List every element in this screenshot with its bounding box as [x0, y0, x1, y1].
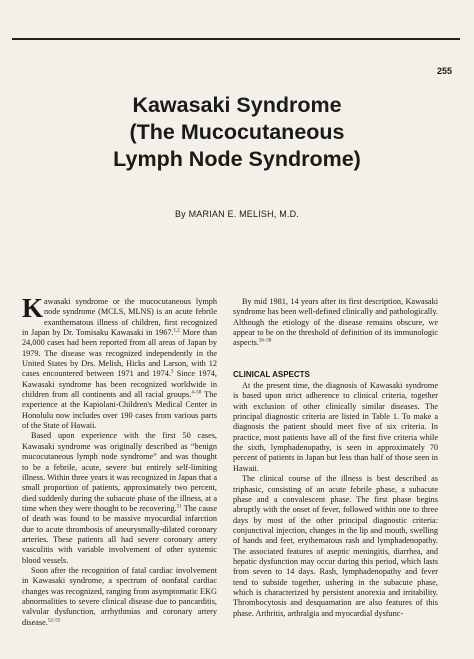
- paragraph-text: By mid 1981, 14 years after its first description, Kawasaki syndrome has been well-defined clinically and pathologically. Although the etiology of the disease remains obscure, we appear to be on the threshold of definition of its immunologic aspects.: [233, 297, 438, 348]
- paragraph-intro: [22, 293, 218, 431]
- paragraph-cardiac: [22, 566, 217, 628]
- drop-cap: K: [22, 293, 44, 323]
- paragraph-status: [233, 297, 438, 349]
- title-line-2: (The Mucocutaneous: [129, 120, 345, 144]
- left-column: [22, 293, 218, 628]
- paragraph-text: The experience at the Kapiolani-Children's Medical Center in Honolulu now includes over 190 cases from various parts of the State of Hawaii.: [22, 390, 218, 431]
- citation: 3: [170, 369, 174, 375]
- paragraph-diagnosis: At the present time, the diagnosis of Kawasaki syndrome is based upon strict adherence to clinical criteria, together with exclusion of other clinically similar diseases. The principal diagnostic criteria are listed in Table 1. To make a diagnosis the patient should meet five of six criteria. In practice, most patients have all of the first five criteria while the sixth, lymphadenopathy, is seen in approximately 70 percent of patients in Japan but less than half of those seen in Hawaii.: [233, 381, 438, 473]
- citation: 51: [176, 504, 182, 510]
- author-byline: By MARIAN E. MELISH, M.D.: [174, 209, 300, 219]
- right-column: [233, 297, 438, 619]
- title-line-1: Kawasaki Syndrome: [132, 93, 342, 117]
- paragraph-text: Soon after the recognition of fatal cardiac involvement in Kawasaki syndrome, a spectrum of nonfatal cardiac changes was recognized, ranging from asymptomatic EKG abnormalities to severe clinical disease due to pancarditis, valvular dysfunction, arrhythmias and coronary artery disease.: [22, 565, 217, 627]
- citation: 4–50: [191, 390, 202, 396]
- paragraph-text: Based upon experience with the first 50 cases, Kawasaki syndrome was originally described as “benign mucocutaneous lymph node syndrome” and was thought to be a febrile, acute, severe but entirely self-limiting illness. Within three years it was recognized in Japan that a small proportion of patients, approximately two percent, died suddenly during the subacute phase of the illness, at a time when they were thought to be recovering.: [22, 431, 217, 513]
- paragraph-history: [22, 431, 217, 565]
- paragraph-text: More than 24,000 cases had been reported from all areas of Japan by 1979. The disease was recognized independently in the United States by Drs. Melish, Hicks and Larson, with 12 cases encountered between 1971 and 1974.: [22, 328, 217, 379]
- paragraph-text: Since 1974, Kawasaki syndrome has been recognized worldwide in children from all continents and all racial groups.: [22, 369, 217, 400]
- page-number: 255: [436, 66, 452, 76]
- top-rule: [12, 38, 460, 40]
- title-line-3: Lymph Node Syndrome): [113, 147, 361, 171]
- citation: 56–58: [258, 338, 272, 344]
- section-heading: CLINICAL ASPECTS: [233, 369, 310, 379]
- paragraph-text: awasaki syndrome or the mucocutaneous lymph node syndrome (MCLS, MLNS) is an acute febrile exanthematous illness of children, first recognized in Japan by Dr. Tomisaku Kawasaki in 1967.: [22, 297, 217, 338]
- citation: 52–55: [47, 617, 61, 623]
- paragraph-text: The cause of death was found to be massive myocardial infarction due to acute thrombosis of aneurysmally-dilated coronary arteries. These patients all had severe coronary artery vasculitis with variable involvement of other systemic blood vessels.: [22, 503, 217, 565]
- article-title: [40, 92, 434, 173]
- citation: 1,2: [173, 328, 180, 334]
- paragraph-clinical-course: The clinical course of the illness is best described as triphasic, consisting of an acute febrile phase, a subacute phase and a convalescent phase. The first phase begins abruptly with the onset of fever, followed within one to three days by most of the other principal diagnostic criteria: conjunctival injection, changes in the lip and mouth, swelling of hands and feet, erythematous rash and lymphadenopathy. The associated features of aseptic meningitis, diarrhea, and hepatic dysfunction may occur during this period, which lasts from seven to 14 days. Rash, lymphadenopathy and fever tend to subside together, ushering in the subacute phase, which is characterized by persistent anorexia and irritability. Thrombocytosis and desquamation are also features of this phase. Arthritis, arthralgia and myocardial dysfunc-: [233, 474, 438, 618]
